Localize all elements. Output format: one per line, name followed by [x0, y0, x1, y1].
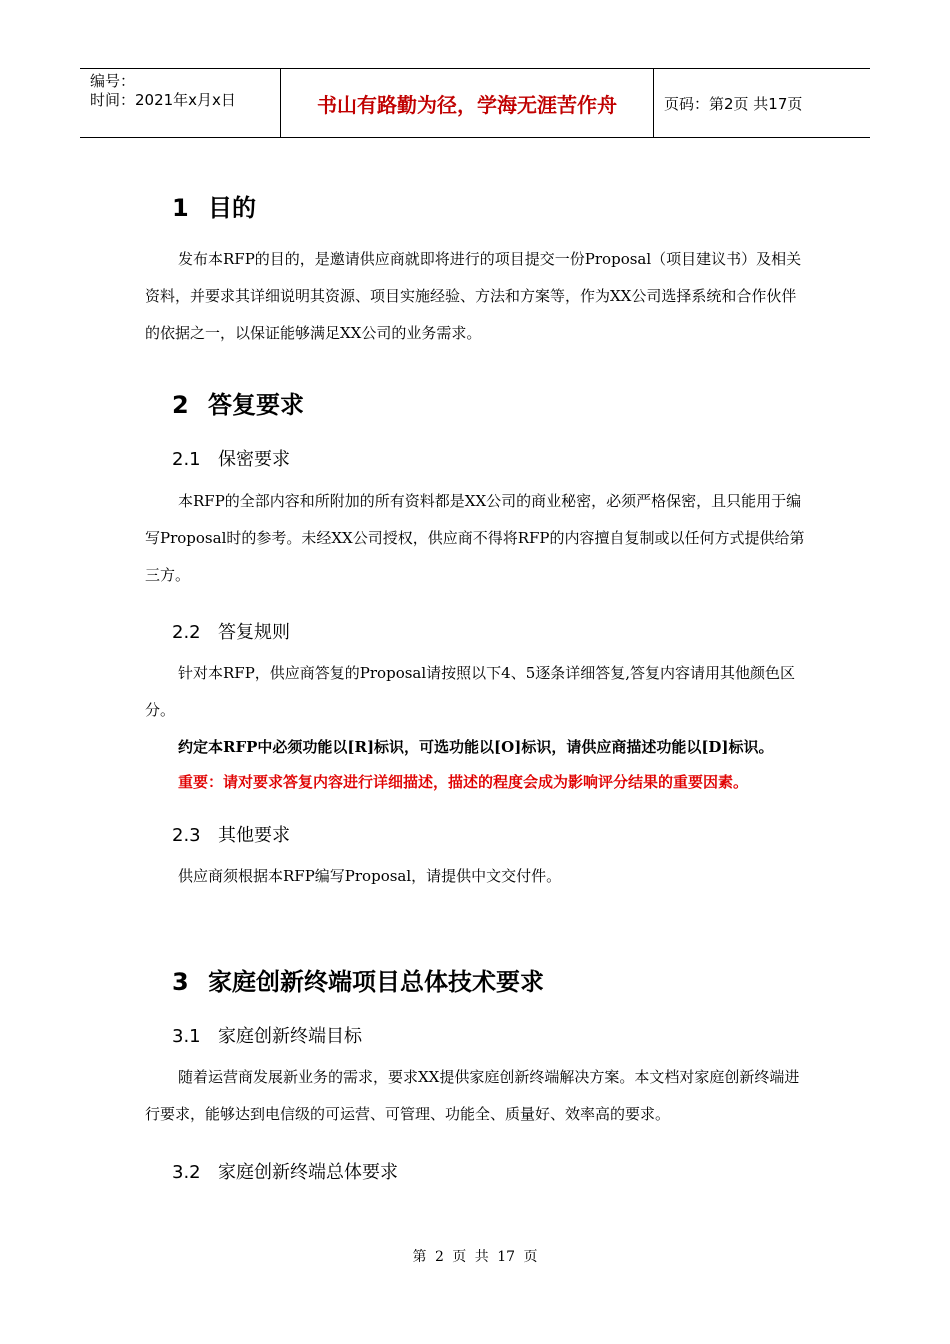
important-note: 重要：请对要求答复内容进行详细描述，描述的程度会成为影响评分结果的重要因素。	[178, 773, 749, 791]
section-number: 3	[172, 968, 189, 996]
section-2-2-heading	[172, 618, 290, 644]
subsection-number: 2.1	[172, 449, 201, 470]
subsection-number: 2.3	[172, 825, 201, 846]
section-3-1-heading	[172, 1022, 362, 1048]
section-title: 目的	[208, 194, 256, 222]
subsection-title: 家庭创新终端目标	[218, 1026, 362, 1047]
section-3-heading	[172, 962, 544, 997]
section-1-paragraph: 发布本RFP的目的，是邀请供应商就即将进行的项目提交一份Proposal（项目建议书）及相关资料，并要求其详细说明其资源、项目实施经验、方法和方案等，作为XX公司选择系统和合作伙伴的依据之一，以保证能够满足XX公司的业务需求。	[145, 250, 802, 342]
section-3-1-paragraph: 随着运营商发展新业务的需求，要求XX提供家庭创新终端解决方案。本文档对家庭创新终端进行要求，能够达到电信级的可运营、可管理、功能全、质量好、效率高的要求。	[145, 1068, 800, 1123]
header-meta-cell	[80, 69, 281, 137]
section-3-2-heading	[172, 1158, 398, 1184]
section-2-3-heading	[172, 821, 290, 847]
section-number: 1	[172, 194, 189, 222]
page-footer: 第 2 页 共 17 页	[412, 1249, 538, 1265]
section-2-1-heading	[172, 445, 290, 471]
subsection-title: 家庭创新终端总体要求	[218, 1162, 398, 1183]
marking-convention-note: 约定本RFP中必须功能以[R]标识，可选功能以[O]标识，请供应商描述功能以[D]标识。	[178, 738, 774, 756]
subsection-title: 其他要求	[218, 825, 290, 846]
section-2-heading	[172, 385, 304, 420]
header-page-label: 页码：第2页 共17页	[664, 94, 803, 113]
section-2-1-paragraph: 本RFP的全部内容和所附加的所有资料都是XX公司的商业秘密，必须严格保密，且只能用于编写Proposal时的参考。未经XX公司授权，供应商不得将RFP的内容擅自复制或以任何方式提供给第三方。	[145, 492, 805, 584]
section-2-3-paragraph: 供应商须根据本RFP编写Proposal，请提供中文交付件。	[178, 867, 562, 885]
subsection-title: 保密要求	[218, 449, 290, 470]
header-motto: 书山有路勤为径，学海无涯苦作舟	[281, 69, 654, 137]
section-2-2-paragraph: 针对本RFP，供应商答复的Proposal请按照以下4、5逐条详细答复,答复内容请用其他颜色区分。	[145, 664, 796, 719]
section-title: 家庭创新终端项目总体技术要求	[208, 968, 544, 996]
document-time-label: 时间：2021年x月x日	[90, 91, 236, 109]
section-title: 答复要求	[208, 391, 304, 419]
page-header-table	[80, 68, 870, 138]
section-1-heading	[172, 188, 256, 223]
document-number-label: 编号：	[90, 72, 136, 90]
subsection-number: 3.1	[172, 1026, 201, 1047]
subsection-title: 答复规则	[218, 622, 290, 643]
subsection-number: 2.2	[172, 622, 201, 643]
subsection-number: 3.2	[172, 1162, 201, 1183]
section-number: 2	[172, 391, 189, 419]
